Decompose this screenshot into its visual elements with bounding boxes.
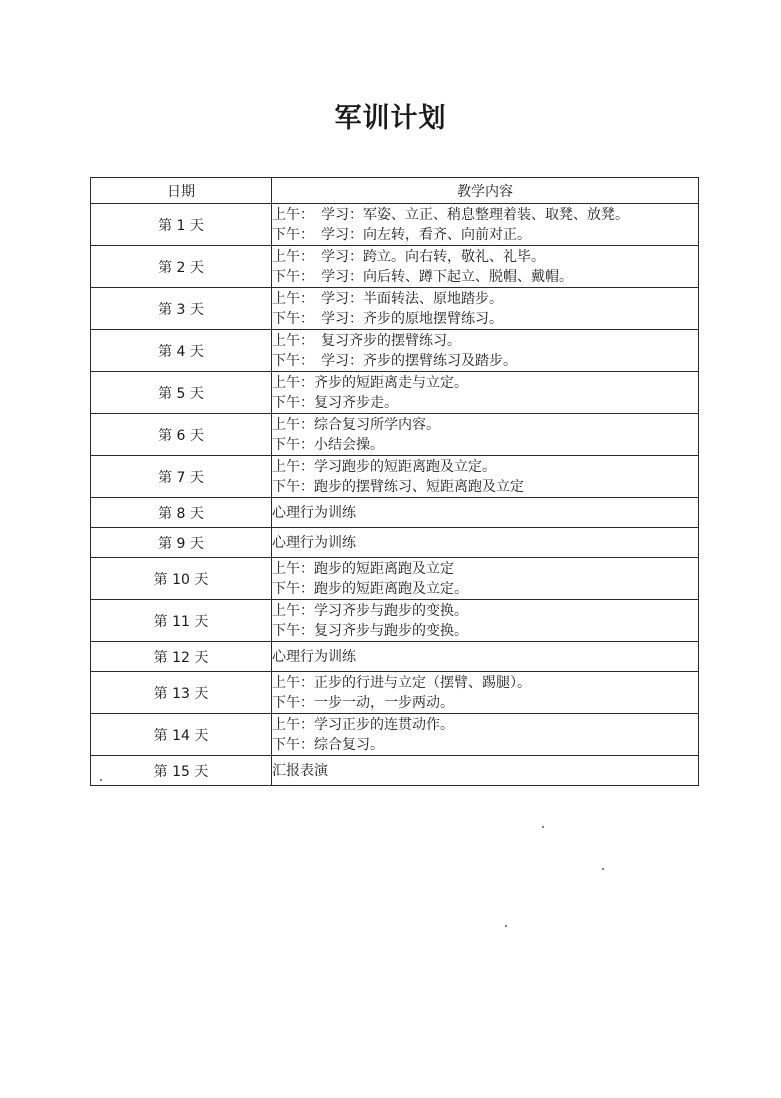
day-cell: 第 8 天 [91, 498, 272, 528]
training-schedule-table [90, 177, 699, 786]
content-line-first: 上午： 学习：军姿、立正、稍息整理着装、取凳、放凳。 [272, 206, 629, 223]
table-row [91, 246, 699, 288]
content-line-second: 下午：跑步的短距离跑及立定。 [272, 580, 468, 597]
header-row [91, 178, 699, 204]
day-cell: 第 3 天 [91, 288, 272, 330]
content-cell [272, 642, 699, 672]
content-line-first: 上午：综合复习所学内容。 [272, 416, 440, 433]
content-line-first: 汇报表演 [272, 762, 328, 779]
content-line-first: 上午：学习齐步与跑步的变换。 [272, 602, 468, 619]
content-line-first: 心理行为训练 [272, 504, 356, 521]
content-line-first: 上午： 学习：半面转法、原地踏步。 [272, 290, 503, 307]
content-line-second: 下午：一步一动，一步两动。 [272, 694, 454, 711]
content-line-second: 下午： 学习：向左转，看齐、向前对正。 [272, 226, 531, 243]
day-cell: 第 7 天 [91, 456, 272, 498]
table-header [91, 178, 699, 204]
day-cell: 第 6 天 [91, 414, 272, 456]
content-line-first: 上午：正步的行进与立定（摆臂、踢腿）。 [272, 674, 531, 691]
content-cell [272, 498, 699, 528]
content-line-second: 下午：综合复习。 [272, 736, 384, 753]
content-cell [272, 672, 699, 714]
content-cell [272, 456, 699, 498]
content-line-second: 下午：小结会操。 [272, 436, 384, 453]
day-cell: 第 14 天 [91, 714, 272, 756]
scan-speck [542, 826, 544, 828]
table-row [91, 714, 699, 756]
scan-speck [100, 779, 102, 781]
day-cell: 第 9 天 [91, 528, 272, 558]
content-cell [272, 288, 699, 330]
content-cell [272, 558, 699, 600]
content-cell [272, 330, 699, 372]
day-cell: 第 10 天 [91, 558, 272, 600]
table-row [91, 756, 699, 786]
day-cell: 第 5 天 [91, 372, 272, 414]
content-line-second: 下午：复习齐步走。 [272, 394, 398, 411]
table-row [91, 414, 699, 456]
table-row [91, 498, 699, 528]
table-row [91, 330, 699, 372]
scan-speck [602, 868, 604, 870]
table-row [91, 204, 699, 246]
content-line-first: 上午：齐步的短距离走与立定。 [272, 374, 468, 391]
content-line-second: 下午： 学习：向后转、蹲下起立、脱帽、戴帽。 [272, 268, 573, 285]
day-cell: 第 4 天 [91, 330, 272, 372]
header-date: 日期 [91, 178, 272, 204]
content-cell [272, 246, 699, 288]
content-line-first: 上午： 学习：跨立。向右转，敬礼、礼毕。 [272, 248, 545, 265]
day-cell: 第 12 天 [91, 642, 272, 672]
content-cell [272, 204, 699, 246]
day-cell: 第 1 天 [91, 204, 272, 246]
content-line-first: 上午：学习正步的连贯动作。 [272, 716, 454, 733]
header-content: 教学内容 [272, 178, 699, 204]
content-cell [272, 600, 699, 642]
content-line-first: 心理行为训练 [272, 534, 356, 551]
content-line-second: 下午：跑步的摆臂练习、短距离跑及立定 [272, 478, 524, 495]
table-row [91, 642, 699, 672]
content-cell [272, 528, 699, 558]
scan-speck [505, 925, 507, 927]
content-line-second: 下午：复习齐步与跑步的变换。 [272, 622, 468, 639]
content-cell [272, 714, 699, 756]
content-line-first: 上午： 复习齐步的摆臂练习。 [272, 332, 461, 349]
content-cell [272, 756, 699, 786]
table-row [91, 528, 699, 558]
day-cell: 第 2 天 [91, 246, 272, 288]
table-body [91, 204, 699, 786]
table-row [91, 600, 699, 642]
content-cell [272, 414, 699, 456]
page-title: 军训计划 [334, 103, 447, 134]
day-cell: 第 15 天 [91, 756, 272, 786]
content-line-first: 上午：学习跑步的短距离跑及立定。 [272, 458, 496, 475]
content-line-first: 心理行为训练 [272, 648, 356, 665]
content-line-second: 下午： 学习：齐步的原地摆臂练习。 [272, 310, 503, 327]
table-row [91, 456, 699, 498]
table-row [91, 672, 699, 714]
table-row [91, 558, 699, 600]
table-row [91, 372, 699, 414]
table-row [91, 288, 699, 330]
day-cell: 第 11 天 [91, 600, 272, 642]
content-cell [272, 372, 699, 414]
day-cell: 第 13 天 [91, 672, 272, 714]
content-line-second: 下午： 学习：齐步的摆臂练习及踏步。 [272, 352, 517, 369]
content-line-first: 上午：跑步的短距离跑及立定 [272, 560, 454, 577]
